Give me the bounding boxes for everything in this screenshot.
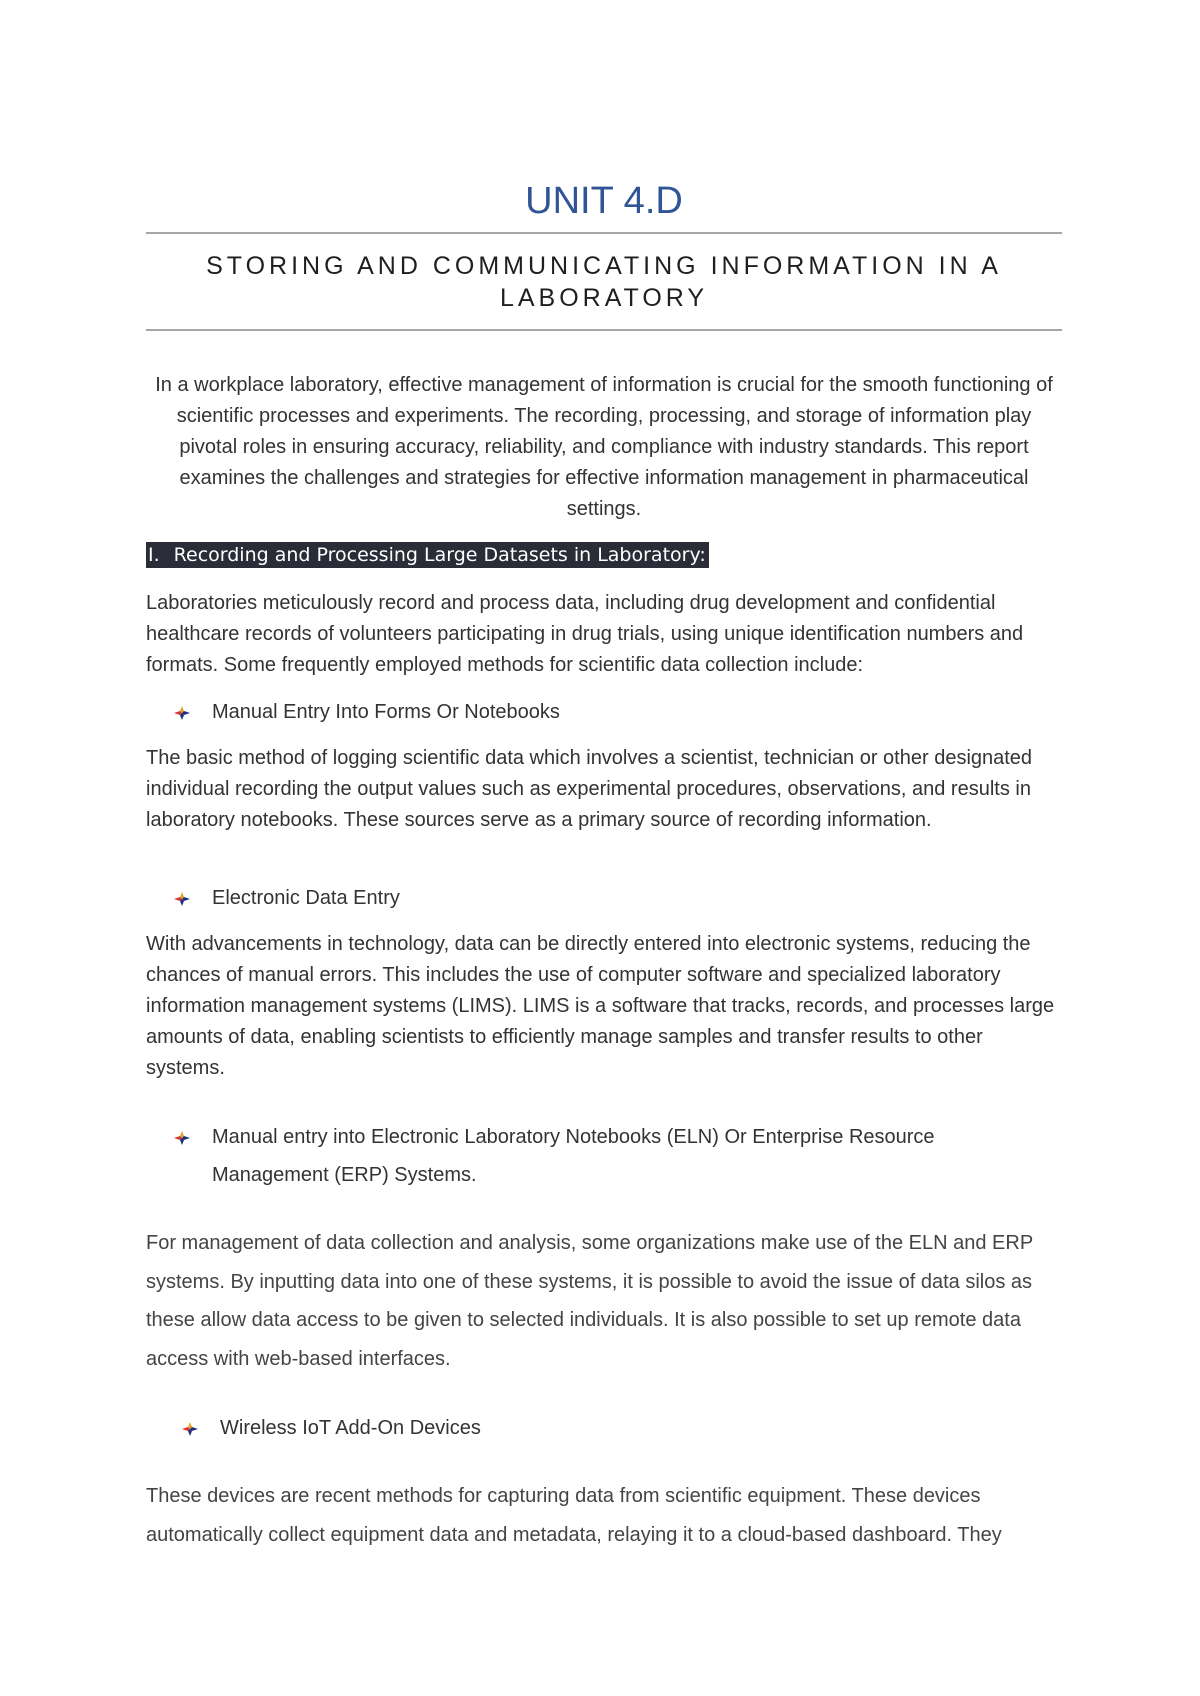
four-point-star-bullet-icon bbox=[182, 1422, 198, 1436]
unit-title: UNIT 4.D bbox=[525, 180, 683, 222]
paragraph-iot-devices: These devices are recent methods for capturing data from scientific equipment. These devices automatically collect equipment data and metadata, relaying it to a cloud-based dashboard. They bbox=[146, 1485, 1002, 1546]
subtitle-line-2: LABORATORY bbox=[499, 284, 709, 312]
section-heading-highlight bbox=[146, 542, 709, 568]
bullet-text-manual-entry: Manual Entry Into Forms Or Notebooks bbox=[212, 701, 560, 723]
bullet-text-electronic-entry: Electronic Data Entry bbox=[212, 887, 400, 909]
paragraph-eln-erp: For management of data collection and analysis, some organizations make use of the ELN and ERP systems. By inputting data into one of these systems, it is possible to avoid the issue of data silos as these allow data access to be given to selected individuals. It is also possible to set up remote data access with web-based interfaces. bbox=[146, 1232, 1033, 1370]
subtitle-line-1: STORING AND COMMUNICATING INFORMATION IN A bbox=[206, 252, 1002, 280]
bullet-text-iot-devices: Wireless IoT Add-On Devices bbox=[220, 1417, 481, 1439]
paragraph-electronic-entry: With advancements in technology, data can be directly entered into electronic systems, reducing the chances of manual errors. This includes the use of computer software and specialized laboratory information management systems (LIMS). LIMS is a software that tracks, records, and processes large amounts of data, enabling scientists to efficiently manage samples and transfer results to other systems. bbox=[146, 933, 1055, 1079]
section-heading-1 bbox=[146, 542, 709, 570]
section-title: Recording and Processing Large Datasets in Laboratory: bbox=[173, 544, 706, 566]
paragraph-data-recording: Laboratories meticulously record and process data, including drug development and confidential healthcare records of volunteers participating in drug trials, using unique identification numbers and formats. Some frequently employed methods for scientific data collection include: bbox=[146, 592, 1024, 676]
title-divider-top bbox=[146, 232, 1062, 234]
document-page bbox=[146, 0, 1062, 1696]
four-point-star-bullet-icon bbox=[174, 892, 190, 906]
paragraph-manual-entry: The basic method of logging scientific data which involves a scientist, technician or other designated individual recording the output values such as experimental procedures, observations, and results in laboratory notebooks. These sources serve as a primary source of recording information. bbox=[146, 747, 1033, 831]
four-point-star-bullet-icon bbox=[174, 706, 190, 720]
title-divider-bottom bbox=[146, 329, 1062, 331]
section-number: I. bbox=[148, 544, 160, 566]
four-point-star-bullet-icon bbox=[174, 1131, 190, 1145]
document-subtitle bbox=[146, 250, 1062, 314]
bullet-text-eln-erp: Manual entry into Electronic Laboratory Notebooks (ELN) Or Enterprise Resource Management (ERP) Systems. bbox=[212, 1126, 935, 1186]
intro-paragraph: In a workplace laboratory, effective management of information is crucial for the smooth functioning of scientific processes and experiments. The recording, processing, and storage of information play pivotal roles in ensuring accuracy, reliability, and compliance with industry standards. This report examines the challenges and strategies for effective information management in pharmaceutical settings. bbox=[155, 374, 1053, 520]
